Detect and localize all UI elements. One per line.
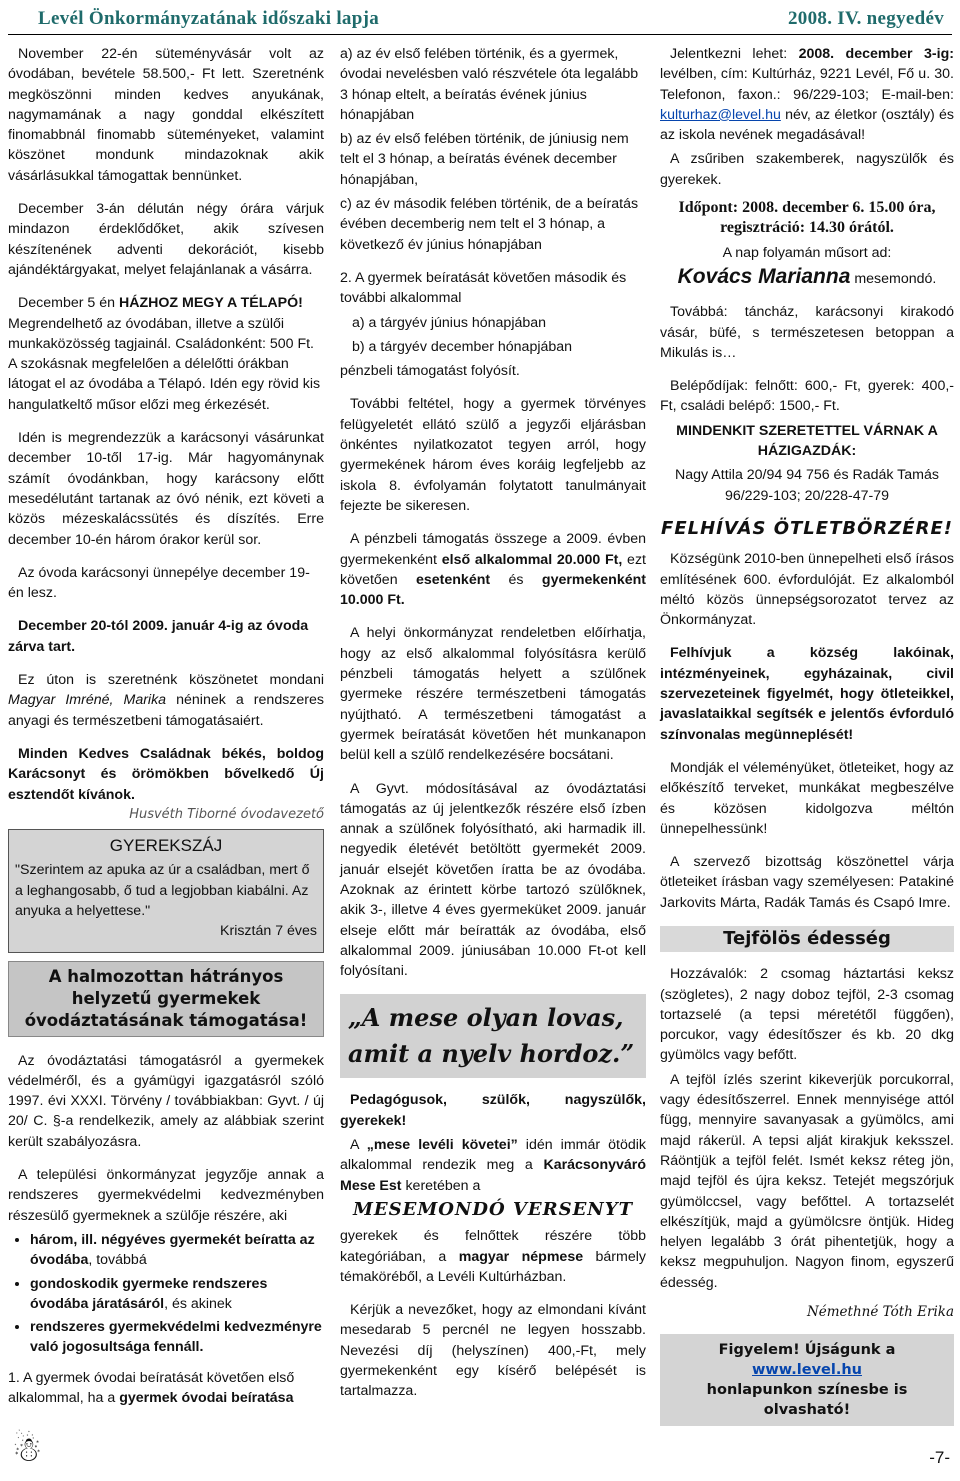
paragraph-mondjak: Mondják el véleményüket, ötleteiket, hogy az előkészítő terveket, munkákat megbeszélve és közösen kidolgozva méltón ünnepelhessünk! (660, 759, 954, 837)
paragraph-feltetel: További feltétel, hogy a gyermek törvényes felügyeletét ellátó szülő a jegyzői eljárásban önkéntes nyilatkozatot tegyen arról, hogy gyermekének három éves koráig legfeljebb az iskola 8. évfolyamán folytatott tanulmányait fejezte be sikeresen. (340, 396, 646, 514)
column-2 (340, 44, 646, 1415)
event-time: Időpont: 2008. december 6. 15.00 óra, regisztráció: 14.30 órától. (678, 199, 936, 237)
page-number: -7- (929, 1448, 950, 1467)
paragraph-osszeg: A pénzbeli támogatás összege a 2009. évben gyermekenként első alkalommal 20.000 Ft, ezt követően esetenként és gyermekenként 10.000 Ft. (340, 531, 646, 609)
paragraph-advent: December 3-án délután négy órára várjuk mindazon érdeklődőket, akik szívesen készítenének adventi dekorációt, kisebb ajándéktárgyakat, melyet felajánlanak a vásárra. (8, 201, 324, 278)
paragraph-zsuri: A zsűriben szakemberek, nagyszülők és gyerekek. (660, 151, 954, 188)
item-a: a) az év első felében történik, és a gyermek, óvodai nevelésben való részvétele óta legalább 3 hónap eltelt, a beíratás évének június hónapjában (340, 46, 639, 123)
mesemondo-verseny-title: MESEMONDÓ VERSENYT (352, 1198, 634, 1220)
paragraph-unnepely: Az óvoda karácsonyi ünnepélye december 19-én lesz. (8, 564, 310, 602)
column-1 (8, 44, 324, 1421)
item-2b: b) a tárgyév december hónapjában (352, 338, 573, 355)
gyerekszaj-quote: "Szerintem az apuka az úr a családban, mert ő a leghangosabb, ő tud a legjobban kiabálni. Az anyuka a helyettese." (15, 862, 310, 919)
page-header (8, 4, 952, 35)
paragraph-tovabba: Továbbá: táncház, karácsonyi kirakodó vásár, büfé, s természetesen betoppan a Mikulás is… (660, 304, 954, 361)
mese-quote-banner: „A mese olyan lovas, amit a nyelv hordoz.” (340, 994, 646, 1078)
notice-line-3: honlapunkon színesbe is olvasható! (706, 1382, 908, 1419)
signature-ovodavezeto: Husvéth Tiborné óvodavezető (129, 806, 324, 822)
paragraph-masodik: 2. A gyermek beíratását követően második és további alkalommal (340, 269, 627, 307)
notice-line-1: Figyelem! Újságunk a (718, 1342, 896, 1359)
gyerekszaj-title: GYEREKSZÁJ (109, 836, 223, 856)
list-item: • gondoskodik gyermeke rendszeres óvodába járatásáról, és akinek (30, 1274, 324, 1315)
paragraph-felhivjuk: Felhívjuk a község lakóinak, intézményeinek, egyházainak, civil szervezeteinek figyelmét, hogy ötleteikkel, javaslataikkal segítsék e jelentős évforduló színvonalas megünneplését! (660, 645, 954, 743)
item-2a: a) a tárgyév június hónapjában (352, 314, 547, 331)
paragraph-suteményvasar: November 22-én süteményvásár volt az óvodában, bevétele 58.500,- Ft lett. Szeretnénk megköszönni minden kedves anyukának, nagymamának a nagy gonddal elkészített finomabbnál finomabb süteményeket, valamint köszönet mondunk mindazoknak akik vásárlásukkal támogattak bennünket. (8, 46, 324, 184)
conditions-list (8, 1230, 324, 1358)
gyerekszaj-box (8, 829, 324, 952)
paragraph-bizottsag: A szervező bizottság köszönettel várja ötleteiket írásban vagy személyesen: Patakiné Jarkovits Márta, Radák Tamás és Csapó Imre. (660, 854, 954, 911)
item-c: c) az év második felében történik, de a beíratás évében decemberig nem telt el 3 hónap, a következő év június hónapjában (340, 196, 639, 253)
paragraph-mese-est: A „mese levéli követei” idén immár ötödik alkalommal rendezik meg a Karácsonyváró Mese Est keretében a (340, 1137, 646, 1194)
gyerekszaj-author: Krisztán 7 éves (220, 923, 317, 940)
paragraph-jegyzo: A települési önkormányzat jegyzője annak a rendszeres gyermekvédelmi kedvezményben részesülő gyermeknek a szülője részére, aki (8, 1167, 324, 1224)
snowman-icon: ☃ (12, 1431, 43, 1469)
paragraph-elso: 1. A gyermek óvodai beíratását követően első alkalommal, ha a gyermek óvodai beíratása (8, 1369, 295, 1407)
paragraph-kivansag: Minden Kedves Családnak békés, boldog Karácsonyt és örömökben bővelkedő Új esztendőt kívánok. (8, 745, 324, 803)
list-item: • három, ill. négyéves gyermekét beíratta az óvodába, továbbá (30, 1230, 324, 1271)
recipe-ingredients: Hozzávalók: 2 csomag háztartási keksz (szögletes), 2 nagy doboz tejföl, 2-3 csomag tortazselé (a tepsi méretétől függően), porcukor, vagy édesítőszer és kb. 20 dkg gyümölcs vagy befőtt. (660, 966, 954, 1064)
paragraph-jelentkezes: Jelentkezni lehet: 2008. december 3-ig: levélben, cím: Kultúrház, 9221 Levél, Fő u. 30. Telefonon, faxon.: 96/229-103; E-mail-ben: kulturhaz@level.hu név, az életkor (osztály) és az iskola nevének megadásával! (660, 46, 954, 144)
paragraph-megszolitas: Pedagógusok, szülők, nagyszülők, gyerekek! (340, 1092, 646, 1129)
otletborze-title: FELHÍVÁS ÖTLETBÖRZÉRE! (661, 517, 953, 539)
recipe-author: Némethné Tóth Erika (806, 1304, 954, 1321)
issue-date: 2008. IV. negyedév (788, 8, 944, 29)
paragraph-ovodaztatasi: Az óvodáztatási támogatásról a gyermekek védelméről, és a gyámügyi igazgatásról szóló 1997. évi XXXI. Törvény / továbbiakban: Gyvt. / új 20/ C. §-a rendelkezik, amely az alábbiak szerint került szabályozásra. (8, 1052, 324, 1150)
paragraph-telapo: December 5 én HÁZHOZ MEGY A TÉLAPÓ! Megrendelhető az óvodában, illetve a szülői munkaközösség tagjainál. Családonként: 500 Ft. A szokásnak megfelelően a délelőtti órákban látogat el az óvodába a Télapó. Idén egy rövid kis hangulatkeltő műsor előzi meg érkezését. (8, 295, 321, 413)
recipe-instructions: A tejföl ízlés szerint kikeverjük porcukorral, vagy édesítőszerrel. Ennek mennyisége attól függ, mennyire savanyasak a gyümölcs, ami majd rákerül. A tepsi alját kirakjuk keksszel. Ráöntjük a tejföl felét. Ismét keksz réteg jön, majd tejföl és újra keksz. Tetejét megszórjuk gyümölccsel, vagy befőttel. A tortazselét elkészítjük, majd a gyümölcsre öntjük. Hideg helyen legalább 3 órát pihentetjük, hogy a keksz megpuhuljon. Nagyon finom, egyszerű édesség. (660, 1071, 954, 1291)
recipe-title: Tejfölös édesség (660, 926, 954, 952)
paragraph-gyvt: A Gyvt. módosításával az óvodáztatási támogatás az új jelentkezők részére első ízben annak a szülőnek folyósítható, aki harmadik ill. negyedik életévét betöltött gyermekét 2009. január elsejét követően íratta be az óvodába. Azoknak az érintett körbe tartozó szülőknek, akik 3-, illetve 4 éves gyermeküket 2009. január elseje előtt már beíratták az óvodába, első alkalommal 2009. júniusában 10.000 Ft-ot kell folyósítani. (340, 780, 646, 980)
notice-box (660, 1334, 954, 1426)
newspaper-title: Levél Önkormányzatának időszaki lapja (38, 8, 379, 29)
paragraph-hazigazdak: Nagy Attila 20/94 94 756 és Radák Tamás 96/229-103; 20/228-47-79 (675, 467, 939, 504)
paragraph-vasar: Idén is megrendezzük a karácsonyi vásárunkat december 10-től 17-ig. Már hagyománynak számít óvodánkban, hogy karácsony előtt mesedélutánt tartanak az óvó nénik, ezt követi a közös mézeskalácssütés és díszítés. Erre december 10-én három órakor kerül sor. (8, 430, 324, 548)
performer-line: Kovács Marianna mesemondó. (677, 264, 937, 288)
paragraph-kozsegunk: Községünk 2010-ben ünnepelheti első írásos említésének 600. évfordulóját. Ez alkalomból méltó közös ünnepségsorozatot tervez az Önkormányzat. (660, 551, 954, 629)
email-link[interactable]: kulturhaz@level.hu (660, 106, 781, 123)
performer-name: Kovács Marianna (677, 264, 851, 288)
paragraph-nevezes: Kérjük a nevezőket, hogy az elmondani kívánt mesedarab 5 percnél ne legyen hosszabb. Nevezési díj (helyszínen) 400,-Ft, mely gyermekenként egy kísérő belépését is tartalmazza. (340, 1302, 646, 1400)
item-b: b) az év első felében történik, de júniusig nem telt el 3 hónap, a beíratás évének december hónapjában, (340, 131, 629, 188)
paragraph-musort: A nap folyamán műsort ad: (722, 244, 892, 261)
paragraph-kategoria: gyerekek és felnőttek részére több kategóriában, a magyar népmese bármely témaköréből, a Levéli Kultúrházban. (340, 1228, 646, 1285)
paragraph-koszonet: Ez úton is szeretnénk köszönetet mondani Magyar Imréné, Marika néninek a rendszeres anyagi és természetbeni támogatásaiért. (8, 672, 324, 729)
paragraph-helyi: A helyi önkormányzat rendeletben előírhatja, hogy az első alkalommal folyósításra kerülő pénzbeli támogatás helyett a szülőnek gyermeke részére természetbeni támogatás nyújtható. A természetbeni támogatást a gyermek beíratását követően hét munkanapon belül kell a szülő rendelkezésére bocsátani. (340, 625, 646, 764)
website-link[interactable]: www.level.hu (752, 1362, 862, 1379)
list-item: • rendszeres gyermekvédelmi kedvezményre való jogosultsága fennáll. (30, 1317, 324, 1358)
paragraph-belepo: Belépődíjak: felnőtt: 600,- Ft, gyerek: 400,- Ft, családi belépő: 1500,- Ft. (660, 378, 954, 415)
hatranyos-headline: A halmozottan hátrányos helyzetű gyermekek óvodáztatásának támogatása! (8, 961, 324, 1037)
paragraph-folyosit: pénzbeli támogatást folyósít. (340, 363, 520, 380)
column-3 (660, 44, 954, 1426)
paragraph-zarva: December 20-tól 2009. január 4-ig az óvoda zárva tart. (8, 618, 309, 655)
paragraph-mindenkit: MINDENKIT SZERETETTEL VÁRNAK A HÁZIGAZDÁK: (676, 422, 938, 460)
